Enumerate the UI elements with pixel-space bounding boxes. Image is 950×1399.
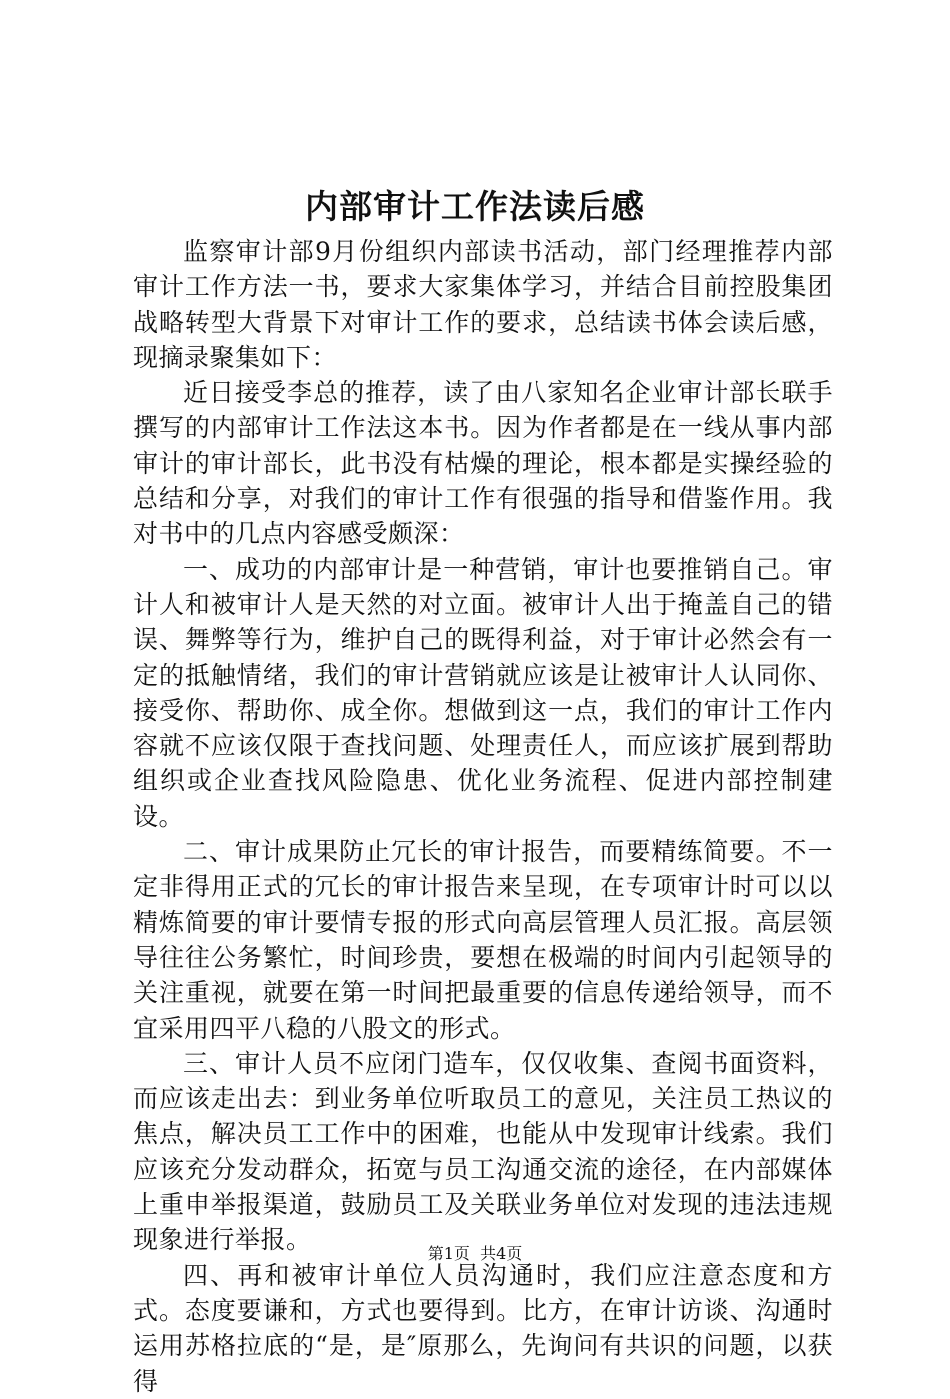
footer-separator	[470, 1244, 480, 1263]
body-paragraph-point-4: 四、再和被审计单位人员沟通时，我们应注意态度和方式。态度要谦和，方式也要得到。比方，在审计访谈、沟通时运用苏格拉底的“是，是″原那么，先询问有共识的问题，以获得	[133, 1260, 833, 1396]
page-total: 共4页	[480, 1244, 523, 1263]
body-paragraph-intro: 监察审计部9月份组织内部读书活动，部门经理推荐内部审计工作方法一书，要求大家集体学习，并结合目前控股集团战略转型大背景下对审计工作的要求，总结读书体会读后感，现摘录聚集如下：	[133, 237, 833, 372]
document-title: 内部审计工作法读后感	[305, 187, 645, 226]
page-footer	[0, 1243, 950, 1265]
body-paragraph-point-3: 三、审计人员不应闭门造车，仅仅收集、查阅书面资料，而应该走出去：到业务单位听取员工的意见，关注员工热议的焦点，解决员工工作中的困难，也能从中发现审计线索。我们应该充分发动群众，拓宽与员工沟通交流的途径，在内部媒体上重申举报渠道，鼓励员工及关联业务单位对发现的违法违规现象进行举报。	[133, 1048, 833, 1255]
body-paragraph-point-1: 一、成功的内部审计是一种营销，审计也要推销自己。审计人和被审计人是天然的对立面。被审计人出于掩盖自己的错误、舞弊等行为，维护自己的既得利益，对于审计必然会有一定的抵触情绪，我们的审计营销就应该是让被审计人认同你、接受你、帮助你、成全你。想做到这一点，我们的审计工作内容就不应该仅限于查找问题、处理责任人，而应该扩展到帮助组织或企业查找风险隐患、优化业务流程、促进内部控制建设。	[133, 554, 833, 831]
document-body	[133, 234, 833, 1399]
body-paragraph-point-2: 二、审计成果防止冗长的审计报告，而要精练简要。不一定非得用正式的冗长的审计报告来呈现，在专项审计时可以以精炼简要的审计要情专报的形式向高层管理人员汇报。高层领导往往公务繁忙，时间珍贵，要想在极端的时间内引起领导的关注重视，就要在第一时间把最重要的信息传递给领导，而不宜采用四平八稳的八股文的形式。	[133, 837, 833, 1043]
body-paragraph-background: 近日接受李总的推荐，读了由八家知名企业审计部长联手撰写的内部审计工作法这本书。因为作者都是在一线从事内部审计的审计部长，此书没有枯燥的理论，根本都是实操经验的总结和分享，对我们的审计工作有很强的指导和借鉴作用。我对书中的几点内容感受颇深：	[133, 378, 833, 549]
page-number: 第1页	[427, 1244, 470, 1263]
